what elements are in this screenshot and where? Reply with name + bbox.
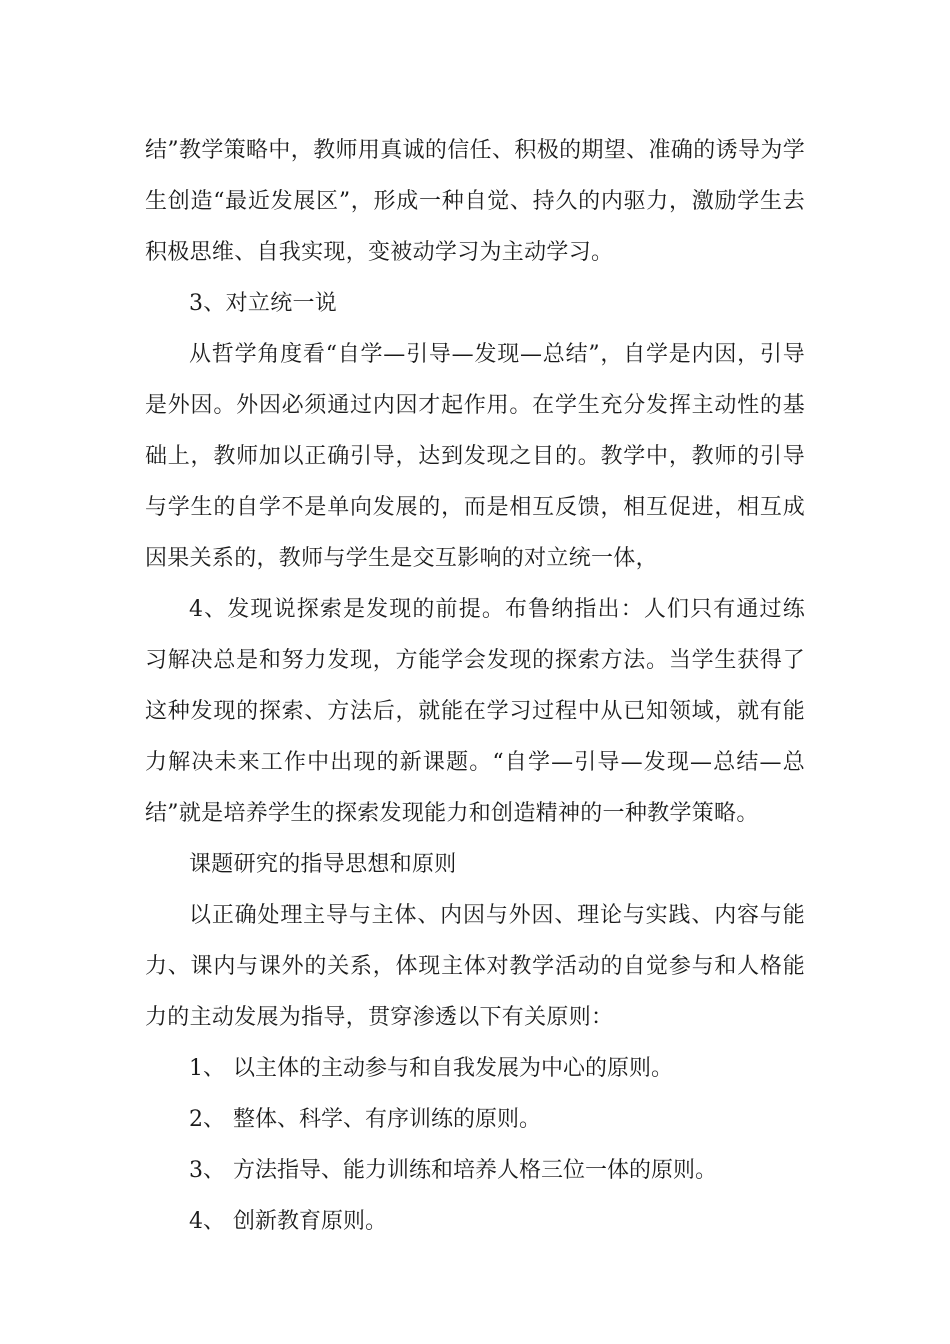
paragraph-philosophy: 从哲学角度看“自学—引导—发现—总结”，自学是内因，引导是外因。外因必须通过内因才起作用。在学生充分发挥主动性的基础上，教师加以正确引导，达到发现之目的。教学中，教师的引导与学生的自学不是单向发展的，而是相互反馈，相互促进，相互成因果关系的，教师与学生是交互影响的对立统一体， xyxy=(145,342,805,571)
paragraph-principles-intro: 以正确处理主导与主体、内因与外因、理论与实践、内容与能力、课内与课外的关系，体现主体对教学活动的自觉参与和人格能力的主动发展为指导，贯穿渗透以下有关原则： xyxy=(145,903,805,1030)
principle-text: 以主体的主动参与和自我发展为中心的原则。 xyxy=(233,1056,674,1081)
principle-number: 4、 xyxy=(189,1209,225,1234)
principle-item xyxy=(145,1094,805,1145)
principle-text: 整体、科学、有序训练的原则。 xyxy=(233,1107,542,1132)
principle-item xyxy=(145,1196,805,1247)
heading-unity-of-opposites: 3、对立统一说 xyxy=(189,291,338,316)
paragraph-discovery-theory: 4、发现说探索是发现的前提。布鲁纳指出：人们只有通过练习解决总是和努力发现，方能学会发现的探索方法。当学生获得了这种发现的探索、方法后，就能在学习过程中从已知领域，就有能力解决未来工作中出现的新课题。“自学—引导—发现—总结—总结”就是培养学生的探索发现能力和创造精神的一种教学策略。 xyxy=(145,597,805,826)
document-body xyxy=(145,125,805,1247)
principle-item xyxy=(145,1043,805,1094)
principle-number: 1、 xyxy=(189,1056,225,1081)
principle-text: 方法指导、能力训练和培养人格三位一体的原则。 xyxy=(233,1158,718,1183)
principle-number: 2、 xyxy=(189,1107,225,1132)
principle-number: 3、 xyxy=(189,1158,225,1183)
heading-guiding-principles: 课题研究的指导思想和原则 xyxy=(189,852,457,877)
principle-text: 创新教育原则。 xyxy=(233,1209,388,1234)
principle-item xyxy=(145,1145,805,1196)
paragraph-continuation: 结”教学策略中，教师用真诚的信任、积极的期望、准确的诱导为学生创造“最近发展区”，形成一种自觉、持久的内驱力，激励学生去积极思维、自我实现，变被动学习为主动学习。 xyxy=(145,138,805,265)
